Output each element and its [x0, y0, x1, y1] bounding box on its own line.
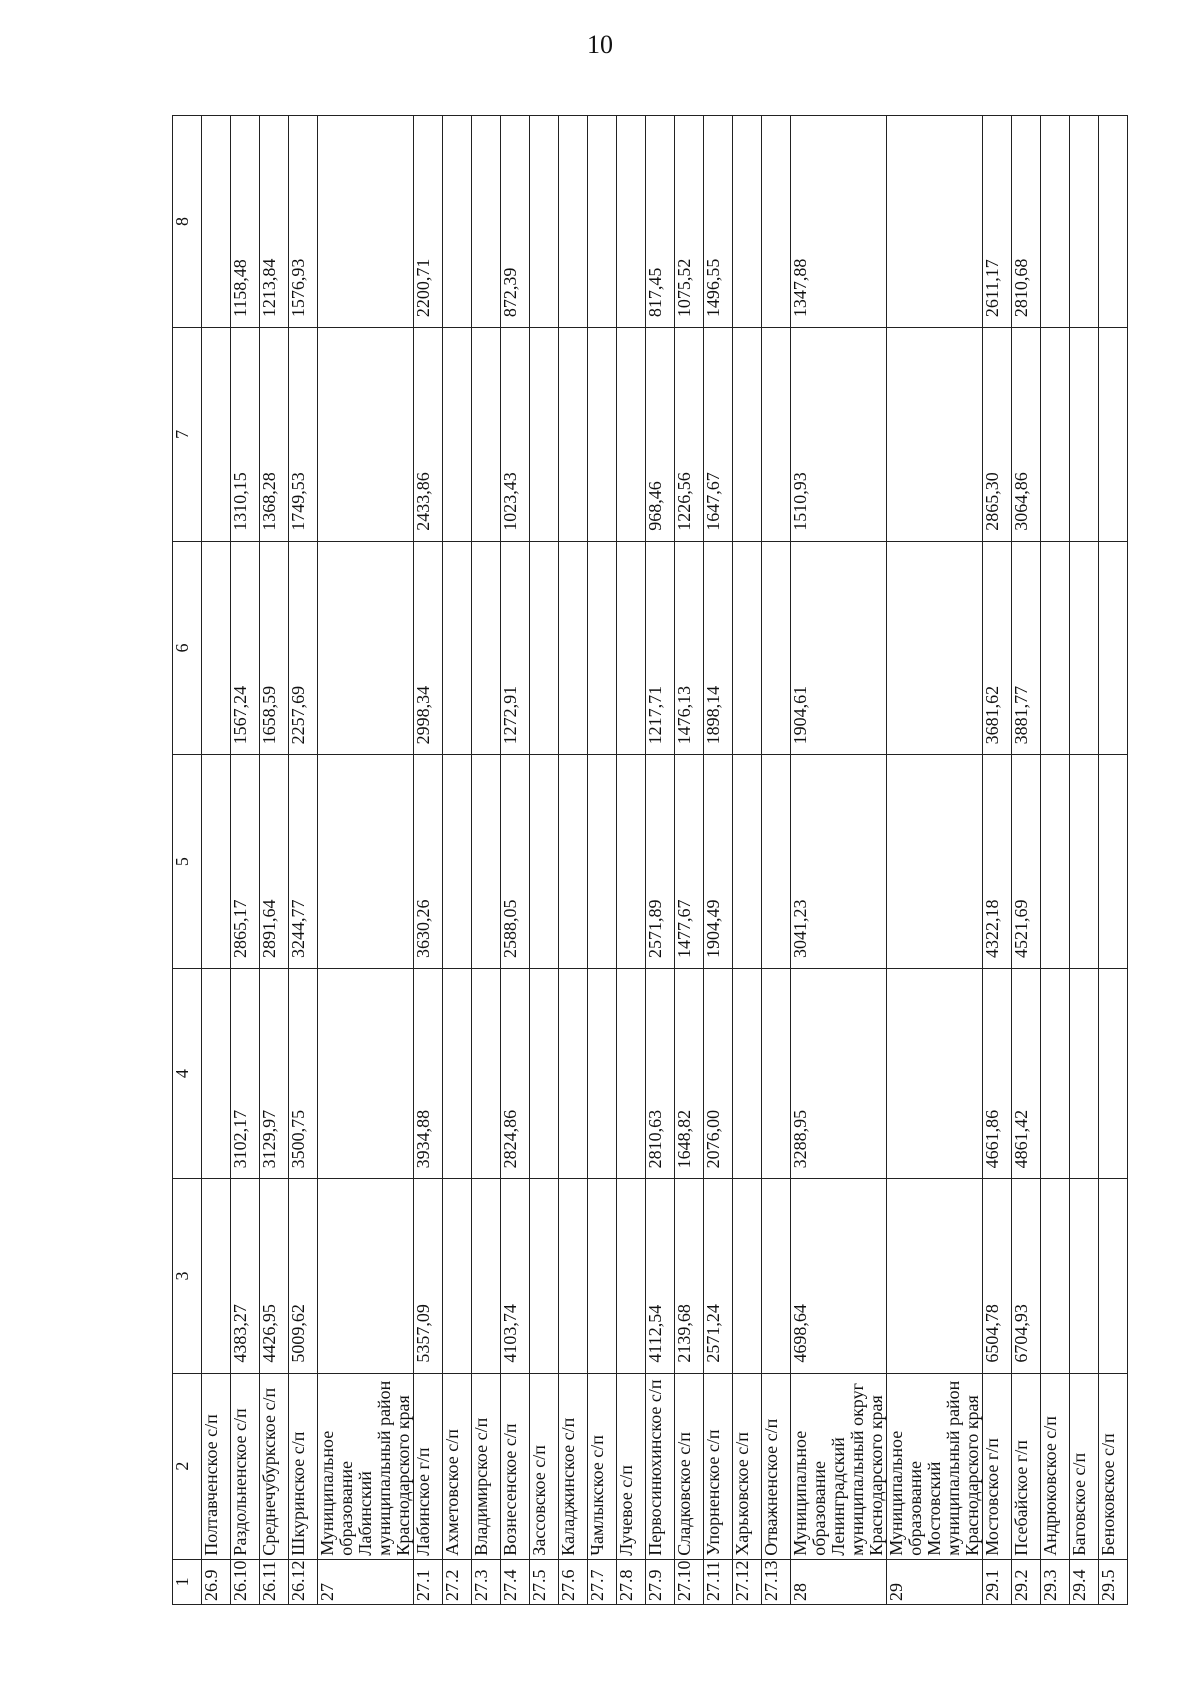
- row-name-cell: Муниципальное образование Мостовский муниципальный район Краснодарского края: [887, 1373, 983, 1559]
- value-cell: 2810,68: [1012, 116, 1041, 328]
- value-cell: [559, 1179, 588, 1373]
- value-cell: [1070, 116, 1099, 328]
- value-cell: [588, 968, 617, 1178]
- value-cell: 1510,93: [791, 328, 887, 542]
- value-cell: [559, 541, 588, 755]
- table-row: [501, 116, 530, 1605]
- value-cell: 2257,69: [289, 541, 318, 755]
- row-name-cell: Полтавченское с/п: [202, 1373, 231, 1559]
- value-cell: [443, 541, 472, 755]
- value-cell: 4861,42: [1012, 968, 1041, 1178]
- value-cell: 2865,17: [231, 755, 260, 969]
- row-name-cell: Владимирское с/п: [472, 1373, 501, 1559]
- value-cell: 3881,77: [1012, 541, 1041, 755]
- value-cell: 2571,24: [704, 1179, 733, 1373]
- row-name-cell: Раздольненское с/п: [231, 1373, 260, 1559]
- row-name-cell: Андрюковское с/п: [1041, 1373, 1070, 1559]
- value-cell: 2611,17: [983, 116, 1012, 328]
- value-cell: [617, 755, 646, 969]
- value-cell: 5009,62: [289, 1179, 318, 1373]
- value-cell: [443, 968, 472, 1178]
- table-row: [617, 116, 646, 1605]
- table-row: [887, 116, 983, 1605]
- value-cell: [1070, 328, 1099, 542]
- table-row: [530, 116, 559, 1605]
- table-row: [588, 116, 617, 1605]
- row-code-cell: 27.9: [646, 1559, 675, 1604]
- value-cell: 1158,48: [231, 116, 260, 328]
- value-cell: 1368,28: [260, 328, 289, 542]
- value-cell: [887, 968, 983, 1178]
- value-cell: 1347,88: [791, 116, 887, 328]
- value-cell: [1099, 1179, 1128, 1373]
- table-row: [1070, 116, 1099, 1605]
- value-cell: [1099, 968, 1128, 1178]
- value-cell: [472, 755, 501, 969]
- value-cell: 2824,86: [501, 968, 530, 1178]
- table-row: [260, 116, 289, 1605]
- value-cell: [318, 328, 414, 542]
- column-header-5: 5: [173, 755, 202, 969]
- value-cell: 1648,82: [675, 968, 704, 1178]
- value-cell: [733, 755, 762, 969]
- value-cell: [202, 328, 231, 542]
- value-cell: [887, 116, 983, 328]
- table-body: [202, 116, 1128, 1605]
- value-cell: 1749,53: [289, 328, 318, 542]
- row-name-cell: Каладжинское с/п: [559, 1373, 588, 1559]
- value-cell: 3041,23: [791, 755, 887, 969]
- value-cell: 1496,55: [704, 116, 733, 328]
- table-row: [646, 116, 675, 1605]
- value-cell: 2571,89: [646, 755, 675, 969]
- column-header-7: 7: [173, 328, 202, 542]
- page-number: 10: [587, 30, 613, 59]
- value-cell: 1898,14: [704, 541, 733, 755]
- value-cell: [559, 968, 588, 1178]
- value-cell: 3102,17: [231, 968, 260, 1178]
- data-table: [172, 115, 1128, 1605]
- table-row: [559, 116, 588, 1605]
- value-cell: [559, 755, 588, 969]
- column-header-2: 2: [173, 1373, 202, 1559]
- row-code-cell: 29.1: [983, 1559, 1012, 1604]
- value-cell: [530, 116, 559, 328]
- value-cell: [202, 541, 231, 755]
- value-cell: [887, 328, 983, 542]
- value-cell: [762, 1179, 791, 1373]
- row-name-cell: Лабинское г/п: [414, 1373, 443, 1559]
- value-cell: [443, 755, 472, 969]
- value-cell: [559, 116, 588, 328]
- value-cell: 3500,75: [289, 968, 318, 1178]
- value-cell: 4322,18: [983, 755, 1012, 969]
- table-header-row: [173, 116, 202, 1605]
- value-cell: [762, 328, 791, 542]
- value-cell: [1041, 541, 1070, 755]
- value-cell: [443, 328, 472, 542]
- value-cell: [733, 541, 762, 755]
- row-name-cell: Лучевое с/п: [617, 1373, 646, 1559]
- value-cell: 4103,74: [501, 1179, 530, 1373]
- value-cell: 1658,59: [260, 541, 289, 755]
- row-code-cell: 26.11: [260, 1559, 289, 1604]
- value-cell: [1041, 328, 1070, 542]
- table-row: [733, 116, 762, 1605]
- column-header-3: 3: [173, 1179, 202, 1373]
- value-cell: [472, 116, 501, 328]
- value-cell: [588, 755, 617, 969]
- value-cell: [762, 116, 791, 328]
- value-cell: [617, 328, 646, 542]
- value-cell: [733, 328, 762, 542]
- table-row: [289, 116, 318, 1605]
- row-name-cell: Чамлыкское с/п: [588, 1373, 617, 1559]
- value-cell: [617, 116, 646, 328]
- value-cell: 3244,77: [289, 755, 318, 969]
- value-cell: [443, 116, 472, 328]
- table-row: [414, 116, 443, 1605]
- table-row: [231, 116, 260, 1605]
- row-code-cell: 28: [791, 1559, 887, 1604]
- row-name-cell: Среднечубуркское с/п: [260, 1373, 289, 1559]
- value-cell: [762, 968, 791, 1178]
- table-row: [443, 116, 472, 1605]
- value-cell: 1477,67: [675, 755, 704, 969]
- value-cell: 3129,97: [260, 968, 289, 1178]
- row-name-cell: Ахметовское с/п: [443, 1373, 472, 1559]
- row-code-cell: 27.2: [443, 1559, 472, 1604]
- table-row: [318, 116, 414, 1605]
- rotated-table-frame: [172, 115, 1118, 1605]
- row-code-cell: 27.7: [588, 1559, 617, 1604]
- value-cell: [588, 328, 617, 542]
- value-cell: 1217,71: [646, 541, 675, 755]
- value-cell: [1070, 541, 1099, 755]
- value-cell: [202, 1179, 231, 1373]
- value-cell: [1041, 1179, 1070, 1373]
- value-cell: [1099, 116, 1128, 328]
- value-cell: [472, 1179, 501, 1373]
- value-cell: 4698,64: [791, 1179, 887, 1373]
- value-cell: 2139,68: [675, 1179, 704, 1373]
- value-cell: [588, 116, 617, 328]
- row-code-cell: 27.10: [675, 1559, 704, 1604]
- value-cell: [762, 755, 791, 969]
- value-cell: 4383,27: [231, 1179, 260, 1373]
- value-cell: 4112,54: [646, 1179, 675, 1373]
- value-cell: 817,45: [646, 116, 675, 328]
- value-cell: [530, 968, 559, 1178]
- value-cell: 1567,24: [231, 541, 260, 755]
- value-cell: 968,46: [646, 328, 675, 542]
- value-cell: 4661,86: [983, 968, 1012, 1178]
- row-code-cell: 29: [887, 1559, 983, 1604]
- value-cell: 6504,78: [983, 1179, 1012, 1373]
- value-cell: 1023,43: [501, 328, 530, 542]
- value-cell: [1099, 755, 1128, 969]
- value-cell: [318, 541, 414, 755]
- value-cell: 3681,62: [983, 541, 1012, 755]
- value-cell: [887, 1179, 983, 1373]
- value-cell: 1272,91: [501, 541, 530, 755]
- row-code-cell: 27.4: [501, 1559, 530, 1604]
- table-row: [791, 116, 887, 1605]
- row-name-cell: Псебайское г/п: [1012, 1373, 1041, 1559]
- value-cell: [318, 968, 414, 1178]
- value-cell: [443, 1179, 472, 1373]
- row-name-cell: Баговское с/п: [1070, 1373, 1099, 1559]
- value-cell: [887, 541, 983, 755]
- value-cell: 3934,88: [414, 968, 443, 1178]
- row-code-cell: 27.6: [559, 1559, 588, 1604]
- value-cell: [1099, 328, 1128, 542]
- value-cell: 3630,26: [414, 755, 443, 969]
- value-cell: [318, 116, 414, 328]
- row-name-cell: Сладковское с/п: [675, 1373, 704, 1559]
- table-row: [762, 116, 791, 1605]
- value-cell: [318, 1179, 414, 1373]
- value-cell: [1070, 968, 1099, 1178]
- value-cell: 872,39: [501, 116, 530, 328]
- value-cell: [530, 328, 559, 542]
- value-cell: 2810,63: [646, 968, 675, 1178]
- row-code-cell: 26.9: [202, 1559, 231, 1604]
- value-cell: [559, 328, 588, 542]
- row-code-cell: 27: [318, 1559, 414, 1604]
- value-cell: 6704,93: [1012, 1179, 1041, 1373]
- row-name-cell: Вознесенское с/п: [501, 1373, 530, 1559]
- value-cell: 1904,61: [791, 541, 887, 755]
- row-code-cell: 26.12: [289, 1559, 318, 1604]
- value-cell: [1099, 541, 1128, 755]
- row-code-cell: 29.5: [1099, 1559, 1128, 1604]
- row-code-cell: 29.4: [1070, 1559, 1099, 1604]
- value-cell: [202, 116, 231, 328]
- row-name-cell: Харьковское с/п: [733, 1373, 762, 1559]
- value-cell: [617, 541, 646, 755]
- value-cell: [530, 755, 559, 969]
- value-cell: 1075,52: [675, 116, 704, 328]
- value-cell: 2076,00: [704, 968, 733, 1178]
- row-name-cell: Шкуринское с/п: [289, 1373, 318, 1559]
- value-cell: [1041, 116, 1070, 328]
- value-cell: 1647,67: [704, 328, 733, 542]
- value-cell: [472, 541, 501, 755]
- value-cell: [1070, 755, 1099, 969]
- row-name-cell: Первосинюхинское с/п: [646, 1373, 675, 1559]
- table-row: [983, 116, 1012, 1605]
- row-code-cell: 27.1: [414, 1559, 443, 1604]
- value-cell: [1041, 755, 1070, 969]
- row-code-cell: 27.13: [762, 1559, 791, 1604]
- table-row: [472, 116, 501, 1605]
- value-cell: [733, 968, 762, 1178]
- row-name-cell: Мостовское г/п: [983, 1373, 1012, 1559]
- value-cell: [202, 755, 231, 969]
- row-code-cell: 27.12: [733, 1559, 762, 1604]
- row-code-cell: 29.2: [1012, 1559, 1041, 1604]
- column-header-1: 1: [173, 1559, 202, 1604]
- value-cell: 3064,86: [1012, 328, 1041, 542]
- value-cell: [318, 755, 414, 969]
- row-code-cell: 29.3: [1041, 1559, 1070, 1604]
- table-row: [1012, 116, 1041, 1605]
- value-cell: 1476,13: [675, 541, 704, 755]
- table-row: [1099, 116, 1128, 1605]
- value-cell: 2433,86: [414, 328, 443, 542]
- row-code-cell: 27.11: [704, 1559, 733, 1604]
- value-cell: 1213,84: [260, 116, 289, 328]
- value-cell: 2891,64: [260, 755, 289, 969]
- value-cell: [617, 968, 646, 1178]
- row-name-cell: Зассовское с/п: [530, 1373, 559, 1559]
- value-cell: [1041, 968, 1070, 1178]
- value-cell: 1310,15: [231, 328, 260, 542]
- table-row: [1041, 116, 1070, 1605]
- row-name-cell: Упорненское с/п: [704, 1373, 733, 1559]
- value-cell: [733, 116, 762, 328]
- value-cell: 1226,56: [675, 328, 704, 542]
- value-cell: [1070, 1179, 1099, 1373]
- row-code-cell: 27.8: [617, 1559, 646, 1604]
- column-header-6: 6: [173, 541, 202, 755]
- value-cell: [617, 1179, 646, 1373]
- row-name-cell: Муниципальное образование Ленинградский муниципальный округ Краснодарского края: [791, 1373, 887, 1559]
- value-cell: [530, 541, 559, 755]
- row-name-cell: Беноковское с/п: [1099, 1373, 1128, 1559]
- value-cell: [588, 541, 617, 755]
- value-cell: 4426,95: [260, 1179, 289, 1373]
- value-cell: [472, 328, 501, 542]
- value-cell: 1904,49: [704, 755, 733, 969]
- value-cell: [887, 755, 983, 969]
- value-cell: [202, 968, 231, 1178]
- value-cell: [588, 1179, 617, 1373]
- value-cell: 2865,30: [983, 328, 1012, 542]
- value-cell: 2998,34: [414, 541, 443, 755]
- column-header-4: 4: [173, 968, 202, 1178]
- value-cell: 2588,05: [501, 755, 530, 969]
- value-cell: [733, 1179, 762, 1373]
- row-code-cell: 27.3: [472, 1559, 501, 1604]
- value-cell: [762, 541, 791, 755]
- value-cell: 1576,93: [289, 116, 318, 328]
- table-row: [704, 116, 733, 1605]
- table-row: [202, 116, 231, 1605]
- table-row: [675, 116, 704, 1605]
- row-name-cell: Муниципальное образование Лабинский муниципальный район Краснодарского края: [318, 1373, 414, 1559]
- value-cell: 4521,69: [1012, 755, 1041, 969]
- value-cell: [530, 1179, 559, 1373]
- value-cell: [472, 968, 501, 1178]
- row-code-cell: 26.10: [231, 1559, 260, 1604]
- value-cell: 3288,95: [791, 968, 887, 1178]
- column-header-8: 8: [173, 116, 202, 328]
- row-code-cell: 27.5: [530, 1559, 559, 1604]
- value-cell: 2200,71: [414, 116, 443, 328]
- value-cell: 5357,09: [414, 1179, 443, 1373]
- row-name-cell: Отважненское с/п: [762, 1373, 791, 1559]
